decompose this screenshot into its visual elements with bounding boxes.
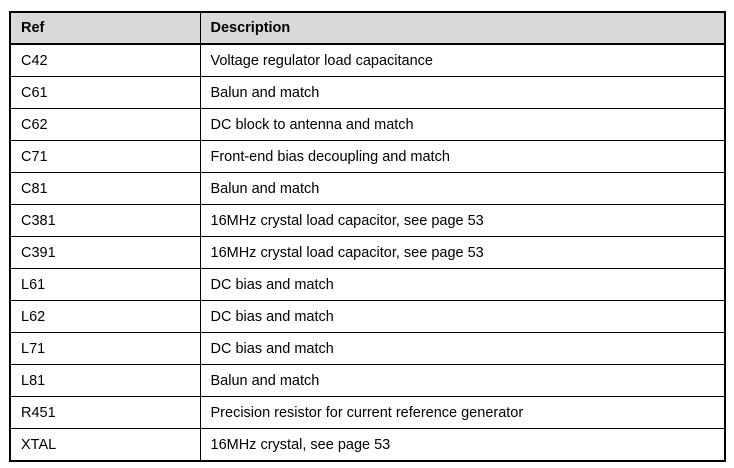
description-cell: Balun and match xyxy=(200,77,725,109)
ref-cell: C62 xyxy=(10,109,200,141)
component-table-container xyxy=(9,11,724,462)
ref-cell: L62 xyxy=(10,301,200,333)
ref-cell: C391 xyxy=(10,237,200,269)
description-cell: Voltage regulator load capacitance xyxy=(200,44,725,77)
ref-cell: R451 xyxy=(10,397,200,429)
description-cell: Balun and match xyxy=(200,173,725,205)
ref-cell: C71 xyxy=(10,141,200,173)
table-row xyxy=(10,333,725,365)
table-row xyxy=(10,237,725,269)
description-cell: Balun and match xyxy=(200,365,725,397)
table-row xyxy=(10,205,725,237)
table-header-row xyxy=(10,12,725,44)
ref-cell: C61 xyxy=(10,77,200,109)
table-row xyxy=(10,173,725,205)
table-row xyxy=(10,77,725,109)
ref-cell: C42 xyxy=(10,44,200,77)
table-row xyxy=(10,365,725,397)
table-row xyxy=(10,141,725,173)
description-cell: DC bias and match xyxy=(200,301,725,333)
description-cell: 16MHz crystal, see page 53 xyxy=(200,429,725,462)
table-row xyxy=(10,109,725,141)
component-table xyxy=(9,11,726,462)
ref-cell: C81 xyxy=(10,173,200,205)
ref-cell: L81 xyxy=(10,365,200,397)
ref-cell: C381 xyxy=(10,205,200,237)
description-cell: 16MHz crystal load capacitor, see page 53 xyxy=(200,237,725,269)
description-cell: Front-end bias decoupling and match xyxy=(200,141,725,173)
column-header-description: Description xyxy=(200,12,725,44)
ref-cell: L61 xyxy=(10,269,200,301)
table-row xyxy=(10,269,725,301)
column-header-ref: Ref xyxy=(10,12,200,44)
description-cell: DC block to antenna and match xyxy=(200,109,725,141)
table-row xyxy=(10,44,725,77)
ref-cell: XTAL xyxy=(10,429,200,462)
table-row xyxy=(10,301,725,333)
table-row xyxy=(10,397,725,429)
ref-cell: L71 xyxy=(10,333,200,365)
table-row xyxy=(10,429,725,462)
description-cell: DC bias and match xyxy=(200,333,725,365)
description-cell: DC bias and match xyxy=(200,269,725,301)
description-cell: 16MHz crystal load capacitor, see page 53 xyxy=(200,205,725,237)
description-cell: Precision resistor for current reference generator xyxy=(200,397,725,429)
